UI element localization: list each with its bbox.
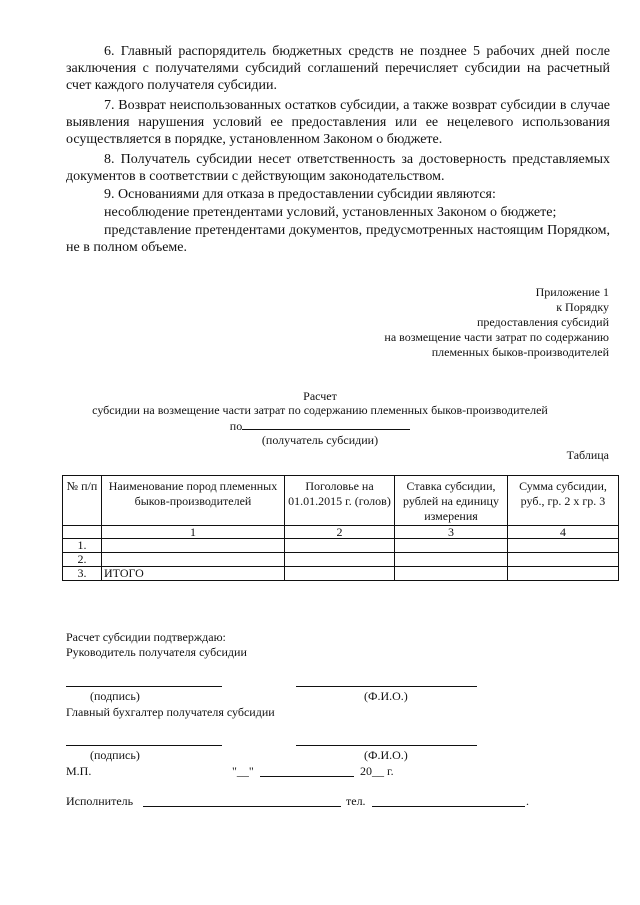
table-row [63,539,619,553]
row-breed-cell[interactable] [102,553,285,567]
table-column-numbers [63,526,619,539]
phone-line[interactable] [372,806,525,807]
paragraph-6: 6. Главный распорядитель бюджетных средств не позднее 5 рабочих дней после заключения с получателями субсидий соглашений перечисляет субсидии на расчетный счет каждого получателя субсидии. [66,44,610,93]
header-headcount: Поголовье на 01.01.2015 г. (голов) [285,476,395,526]
col-number: 4 [508,526,619,539]
accountant-fio-label: (Ф.И.О.) [364,748,408,762]
phone-label: тел. [346,794,366,808]
date-year: 20__ г. [360,764,394,778]
confirm-text: Расчет субсидии подтверждаю: [66,630,226,644]
recipient-caption: (получатель субсидии) [261,433,379,447]
appendix-line-3: предоставления субсидий [476,315,609,329]
row-number: 3. [63,567,102,581]
row-sum-cell[interactable] [508,539,619,553]
row-headcount-cell[interactable] [285,567,395,581]
head-signature-line[interactable] [66,686,222,687]
appendix-line-5: племенных быков-производителей [431,345,609,359]
paragraph-7: 7. Возврат неиспользованных остатков субсидии, а также возврат субсидии в случае выявления нарушения условий ее предоставления или ее нецелевого использования осуществляется в порядке, установленном Законом о бюджете. [66,98,610,147]
head-title: Руководитель получателя субсидии [66,645,247,659]
col-number: 3 [395,526,508,539]
executor-line[interactable] [143,806,341,807]
table-row-total [63,567,619,581]
recipient-line [0,418,640,434]
stamp-label: М.П. [66,764,92,778]
row-rate-cell[interactable] [395,553,508,567]
head-signature-label: (подпись) [90,689,140,703]
executor-label: Исполнитель [66,794,134,808]
table-header-row [63,476,619,526]
recipient-blank[interactable] [242,418,410,430]
row-total-label: ИТОГО [102,567,285,581]
date-month-line[interactable] [260,776,354,777]
head-fio-line[interactable] [296,686,477,687]
row-number: 1. [63,539,102,553]
paragraph-8: 8. Получатель субсидии несет ответственность за достоверность представляемых документов в соответствии с действующим законодательством. [66,152,610,184]
row-sum-cell[interactable] [508,567,619,581]
table-row [63,553,619,567]
table-label: Таблица [566,448,609,462]
accountant-fio-line[interactable] [296,745,477,746]
subsidy-table [62,475,619,581]
row-sum-cell[interactable] [508,553,619,567]
date-day: "__" [232,764,254,778]
paragraph-9: 9. Основаниями для отказа в предоставлении субсидии являются: [104,187,496,202]
appendix-line-4: на возмещение части затрат по содержанию [384,330,609,344]
calc-title: Расчет [303,389,337,403]
row-number: 2. [63,553,102,567]
row-headcount-cell[interactable] [285,553,395,567]
accountant-signature-line[interactable] [66,745,222,746]
paragraph-9-item-b: представление претендентами документов, предусмотренных настоящим Порядком, не в полном объеме. [66,223,610,255]
header-sum: Сумма субсидии, руб., гр. 2 х гр. 3 [508,476,619,526]
header-breed: Наименование пород племенных быков-производителей [102,476,285,526]
paragraph-9-item-a: несоблюдение претендентами условий, установленных Законом о бюджете; [104,205,557,220]
col-number-empty [63,526,102,539]
col-number: 2 [285,526,395,539]
header-num: № п/п [63,476,102,526]
col-number: 1 [102,526,285,539]
accountant-title: Главный бухгалтер получателя субсидии [66,705,275,719]
row-breed-cell[interactable] [102,539,285,553]
appendix-line-1: Приложение 1 [535,285,609,299]
phone-end: . [526,794,529,808]
appendix-line-2: к Порядку [556,300,609,314]
accountant-signature-label: (подпись) [90,748,140,762]
po-label: по [229,419,243,433]
calc-subtitle: субсидии на возмещение части затрат по содержанию племенных быков-производителей [92,403,548,417]
head-fio-label: (Ф.И.О.) [364,689,408,703]
row-rate-cell[interactable] [395,567,508,581]
row-headcount-cell[interactable] [285,539,395,553]
header-rate: Ставка субсидии, рублей на единицу измерения [395,476,508,526]
row-rate-cell[interactable] [395,539,508,553]
